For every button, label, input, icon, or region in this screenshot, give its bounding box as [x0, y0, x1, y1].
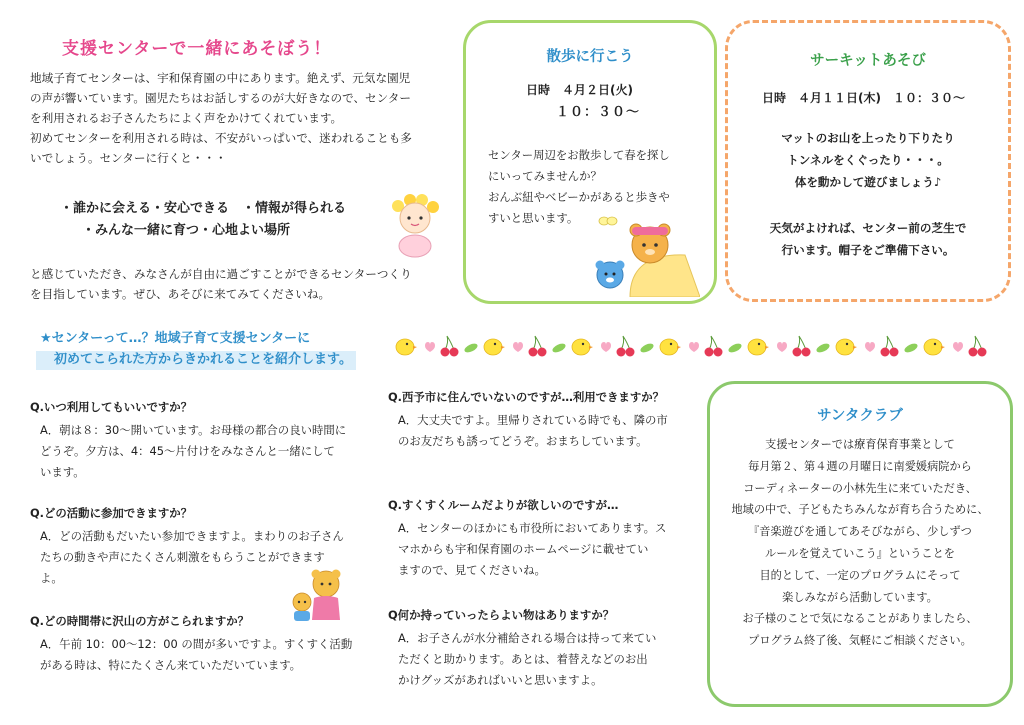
heart-icon: [601, 342, 611, 352]
leaf-icon: [639, 342, 655, 354]
answer-line: A．朝は８：30～開いています。お母様の都合の良い時間に: [40, 423, 347, 437]
leaf-icon: [815, 342, 831, 354]
circuit-line: 体を動かして遊びましょう♪: [794, 175, 942, 189]
answer-line: A．どの活動もだいたい参加できますよ。まわりのお子さん: [40, 529, 344, 543]
answer-line: マホからも宇和保育園のホームページに載せてい: [398, 542, 649, 556]
chick-cherry-border: [395, 332, 1000, 362]
santa-line: プログラム終了後、気軽にご相談ください。: [748, 634, 972, 648]
santa-line: 毎月第２、第４週の月曜日に南愛媛病院から: [748, 459, 972, 473]
circuit-line: 天気がよければ、センター前の芝生で: [769, 221, 967, 235]
chick-icon: [748, 339, 769, 355]
faq-question: Q.どの時間帯に沢山の方がこられますか？: [30, 614, 250, 628]
small-bear-icon: [596, 261, 625, 289]
outro-line: を目指しています。ぜひ、あそびに来てみてくださいね。: [30, 287, 331, 301]
butterfly-icon: [599, 217, 617, 225]
faq-question: Q何か持っていったらよい物はありますか？: [388, 608, 615, 622]
bears-illustration: [590, 213, 700, 297]
answer-line: がある時は、特にたくさん来ていただいています。: [40, 658, 302, 672]
answer-line: たちの動きや声にたくさん刺激をもらうことができます: [40, 550, 325, 564]
santa-line: 『音楽遊びを通してあそびながら、少しずつ: [748, 525, 972, 539]
heart-icon: [425, 342, 435, 352]
cherry-icon: [793, 336, 811, 357]
answer-line: ますので、見てくださいね。: [398, 563, 546, 577]
walk-line: すいと思います。: [488, 211, 579, 225]
santa-line: 地域の中で、子どもたちみんなが育ち合うために、: [731, 503, 989, 517]
santa-title: サンタクラブ: [817, 408, 903, 424]
answer-line: A．お子さんが水分補給される場合は持って来てい: [398, 631, 657, 645]
baby-face-icon: [400, 203, 430, 233]
heart-icon: [777, 342, 787, 352]
cherry-icon: [969, 336, 987, 357]
faq-heading-line: ★センターって…？地域子育て支援センターに: [40, 331, 311, 346]
cherry-icon: [441, 336, 459, 357]
bullet-line: ・みんな一緒に育つ・心地よい場所: [82, 223, 291, 238]
chick-icon: [836, 339, 857, 355]
intro-line: いでしょう。センターに行くと・・・: [30, 151, 227, 165]
chick-icon: [484, 339, 505, 355]
walk-line: センター周辺をお散歩して春を探し: [488, 148, 670, 162]
heart-icon: [689, 342, 699, 352]
circuit-note: [728, 217, 1008, 261]
cherry-icon: [617, 336, 635, 357]
heart-icon: [513, 342, 523, 352]
santa-club-box: [707, 381, 1013, 707]
faq-item: [388, 496, 698, 581]
leaf-icon: [551, 342, 567, 354]
faq-question: Q.すくすくルームだよりが欲しいのですが…: [388, 498, 619, 512]
intro-paragraph: [30, 68, 450, 168]
chick-icon: [660, 339, 681, 355]
chick-icon: [572, 339, 593, 355]
answer-line: います。: [40, 465, 85, 479]
santa-line: 楽しみながら活動しています。: [782, 590, 938, 604]
walk-line: おんぶ紐やベビーかがあると歩きや: [488, 190, 670, 204]
faq-answer: [30, 420, 370, 483]
chick-icon: [396, 339, 417, 355]
circuit-line: 行います。帽子をご準備下さい。: [781, 243, 955, 257]
answer-line: A．センターのほかにも市役所においてあります。ス: [398, 521, 667, 535]
heart-icon: [865, 342, 875, 352]
hill-icon: [630, 255, 700, 297]
faq-question: Q.西予市に住んでいないのですが…利用できますか？: [388, 390, 664, 404]
faq-question: Q.いつ利用してもいいですか？: [30, 400, 193, 414]
faq-question: Q.どの活動に参加できますか？: [30, 506, 193, 520]
circuit-date: 日時 ４月１１日(木) １０：３０～: [762, 91, 965, 105]
intro-line: を利用されるお子さんたちによく声をかけてくれています。: [30, 111, 343, 125]
answer-line: A．午前 10：00～12：00 の間が多いですよ。すくすく活動: [40, 637, 353, 651]
intro-title: 支援センターで一緒にあそぼう！: [62, 39, 332, 59]
circuit-line: マットのお山を上ったり下りたり: [781, 131, 955, 145]
santa-line: 目的として、一定のプログラムにそって: [759, 568, 961, 582]
walk-title: 散歩に行こう: [546, 49, 634, 65]
outro-line: と感じていただき、みなさんが自由に過ごすことができるセンターつくり: [30, 267, 412, 281]
leaf-icon: [727, 342, 743, 354]
santa-line: ルールを覚えていこう』ということを: [765, 546, 955, 560]
intro-line: の声が響いています。園児たちはお話しするのが大好きなので、センター: [30, 91, 411, 105]
baby-illustration: [384, 192, 446, 258]
cherry-icon: [881, 336, 899, 357]
answer-line: よ。: [40, 571, 63, 585]
answer-line: ただくと助かります。あとは、着替えなどのお出: [398, 652, 648, 666]
faq-item: [388, 388, 698, 452]
walk-line: にいってみませんか？: [488, 169, 602, 183]
walk-date: 日時 ４月２日(火): [526, 83, 633, 97]
circuit-event-box: [725, 20, 1011, 302]
intro-outro: [30, 264, 460, 304]
cherry-icon: [705, 336, 723, 357]
faq-heading: [36, 328, 356, 370]
heart-icon: [953, 342, 963, 352]
answer-line: かけグッズがあればいいと思いますよ。: [398, 673, 603, 687]
intro-line: 初めてセンターを利用される時は、不安がいっぱいで、迷われることも多: [30, 131, 412, 145]
walk-event-box: [463, 20, 717, 304]
faq-answer: [30, 634, 370, 676]
santa-line: 支援センターでは療育保育事業として: [765, 438, 955, 451]
faq-heading-line: 初めてこられた方からきかれることを紹介します。: [54, 352, 352, 367]
bullet-line: ・誰かに会える・安心できる ・情報が得られる: [60, 201, 347, 216]
circuit-description: [728, 127, 1008, 193]
faq-item: [388, 606, 698, 691]
answer-line: どうぞ。夕方は、4：45～片付けをみなさんと一緒にして: [40, 444, 335, 458]
answer-line: A．大丈夫ですよ。里帰りされている時でも、隣の市: [398, 413, 668, 427]
leaf-icon: [903, 342, 919, 354]
santa-line: コーディネーターの小林先生に来ていただき、: [743, 481, 977, 495]
faq-item: [30, 398, 370, 483]
santa-line: お子様のことで気になることがありましたら、: [742, 612, 978, 626]
santa-description: [710, 434, 1010, 652]
circuit-line: トンネルをくぐったり・・・。: [787, 153, 949, 167]
faq-item: [30, 612, 370, 676]
circuit-title: サーキットあそび: [810, 53, 926, 69]
leaf-icon: [463, 342, 479, 354]
cherry-icon: [529, 336, 547, 357]
baby-body-icon: [399, 235, 431, 257]
faq-answer: [388, 628, 698, 691]
faq-answer: [388, 518, 698, 581]
intro-line: 地域子育てセンターは、宇和保育園の中にあります。絶えず、元気な園児: [30, 71, 411, 85]
answer-line: のお友だちも誘ってどうぞ。おまちしています。: [398, 434, 648, 448]
faq-answer: [388, 410, 698, 452]
walk-time: １０：３０～: [556, 105, 641, 120]
intro-bullets: [60, 198, 346, 242]
chick-icon: [924, 339, 945, 355]
